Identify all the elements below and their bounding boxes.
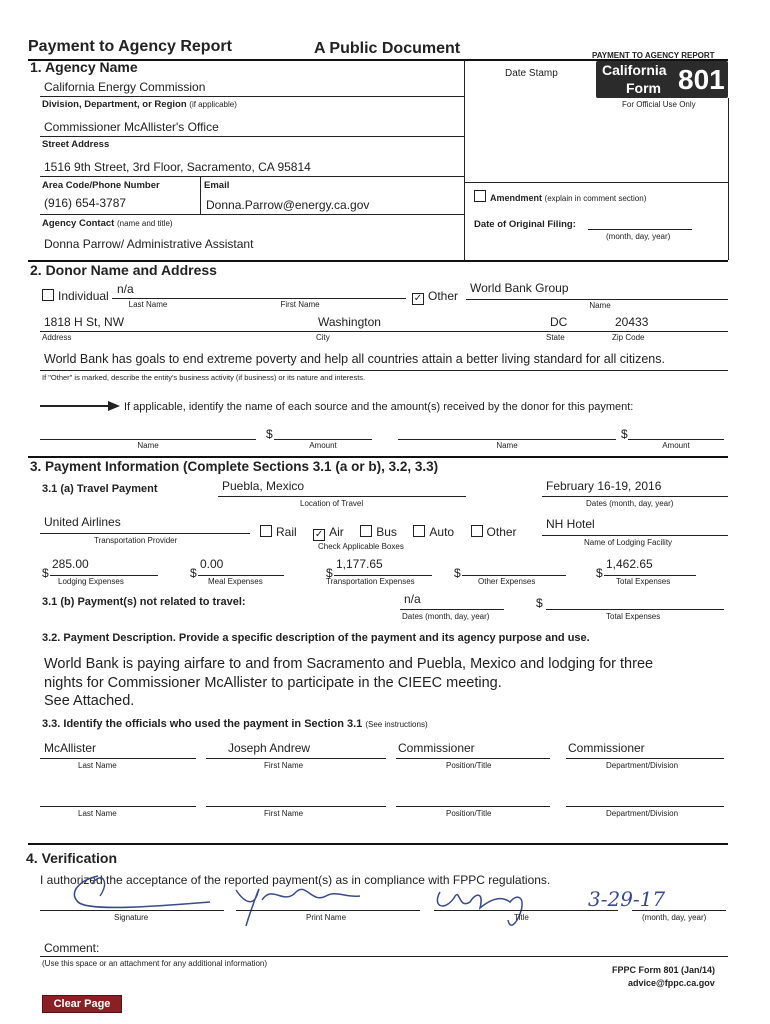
clear-page-button[interactable]: Clear Page (42, 995, 122, 1013)
section-3-title: 3. Payment Information (Complete Sections 3.1 (a or b), 3.2, 3.3) (30, 459, 439, 474)
sources-arrow (40, 400, 120, 415)
donor-zip: 20433 (615, 315, 649, 329)
donor-last-name: n/a (117, 282, 134, 296)
donor-description: World Bank has goals to end extreme poverty and help all countries attain a better living standard for all citizens. (44, 352, 665, 366)
nontravel-dates-caption: Dates (month, day, year) (402, 612, 490, 621)
other-option[interactable]: ✓ Other (413, 289, 459, 304)
other-expenses-caption: Other Expenses (478, 577, 536, 586)
division-label: Division, Department, or Region (if applicable) (42, 99, 237, 110)
official-1-position-caption: Position/Title (446, 761, 492, 770)
transport-modes (260, 523, 529, 541)
modes-caption: Check Applicable Boxes (318, 542, 404, 551)
nontravel-dollar: $ (536, 596, 543, 610)
contact-value: Donna Parrow/ Administrative Assistant (44, 237, 254, 251)
public-document-title: A Public Document (314, 40, 461, 57)
address-caption: Address (42, 333, 72, 342)
official-2-last-caption: Last Name (78, 809, 117, 818)
official-1-last: McAllister (44, 741, 97, 755)
lodging-facility-caption: Name of Lodging Facility (584, 538, 673, 547)
official-1-first: Joseph Andrew (228, 741, 311, 755)
dates-caption: Dates (month, day, year) (586, 499, 674, 508)
travel-location: Puebla, Mexico (222, 479, 305, 493)
footer-email[interactable]: advice@fppc.ca.gov (628, 978, 715, 988)
official-use-caption: For Official Use Only (622, 100, 696, 109)
total-expenses: 1,462.65 (606, 557, 653, 571)
provider-caption: Transportation Provider (94, 536, 178, 545)
officials-label: 3.3. Identify the officials who used the payment in Section 3.1 (See instructions) (42, 718, 428, 730)
lodging-facility: NH Hotel (546, 517, 595, 531)
mode-air-checkbox[interactable]: ✓ (314, 529, 324, 540)
other-name-caption: Name (589, 301, 611, 310)
lodging-expenses: 285.00 (52, 557, 89, 571)
donor-state: DC (550, 315, 568, 329)
lodging-caption: Lodging Expenses (58, 577, 124, 586)
comment-note: (Use this space or an attachment for any additional information) (42, 959, 268, 968)
section-1-title: 1. Agency Name (30, 59, 138, 75)
official-2-position-caption: Position/Title (446, 809, 492, 818)
phone-label: Area Code/Phone Number (42, 180, 160, 191)
total-caption: Total Expenses (616, 577, 671, 586)
travel-payment-label: 3.1 (a) Travel Payment (42, 483, 158, 495)
verification-date: 3-29-17 (588, 887, 666, 911)
signature-caption: Signature (114, 913, 149, 922)
first-name-caption: First Name (280, 300, 320, 309)
individual-checkbox[interactable] (42, 289, 54, 301)
date-stamp-label: Date Stamp (505, 68, 558, 79)
official-2-first-caption: First Name (264, 809, 304, 818)
print-name-caption: Print Name (306, 913, 347, 922)
source-dollar-1: $ (266, 427, 273, 441)
street-label: Street Address (42, 139, 110, 150)
mode-bus[interactable]: Bus (360, 525, 397, 539)
payment-description-line-1: World Bank is paying airfare to and from Sacramento and Puebla, Mexico and lodging for three (44, 656, 654, 672)
badge-form: Form (626, 80, 661, 96)
email-label: Email (204, 180, 230, 191)
form-id: FPPC Form 801 (Jan/14) (612, 965, 716, 975)
form-title: Payment to Agency Report (28, 38, 232, 55)
email-value: Donna.Parrow@energy.ca.gov (206, 198, 370, 212)
total-dollar: $ (596, 566, 603, 580)
transport-caption: Transportation Expenses (326, 577, 415, 586)
individual-option[interactable]: Individual (42, 289, 109, 303)
source-name-caption-2: Name (496, 441, 518, 450)
title-caption: Title (514, 913, 529, 922)
amendment-checkbox[interactable] (474, 190, 486, 202)
badge-number: 801 (678, 64, 725, 95)
last-name-caption: Last Name (128, 300, 168, 309)
official-1-department: Commissioner (568, 741, 645, 755)
transport-dollar: $ (326, 566, 333, 580)
official-1-position: Commissioner (398, 741, 475, 755)
nontravel-total-caption: Total Expenses (606, 612, 661, 621)
city-caption: City (316, 333, 330, 342)
donor-city: Washington (318, 315, 381, 329)
nontravel-label: 3.1 (b) Payment(s) not related to travel: (42, 596, 246, 608)
agency-name: California Energy Commission (44, 80, 206, 94)
mode-rail-checkbox[interactable] (260, 525, 272, 537)
mode-other[interactable]: Other (471, 525, 517, 539)
meal-expenses: 0.00 (200, 557, 224, 571)
other-dollar: $ (454, 566, 461, 580)
comment-label: Comment: (44, 941, 100, 955)
donor-address: 1818 H St, NW (44, 315, 125, 329)
division-value: Commissioner McAllister's Office (44, 120, 219, 134)
source-name-caption-1: Name (137, 441, 159, 450)
official-1-department-caption: Department/Division (606, 761, 679, 770)
payment-description-line-2: nights for Commissioner McAllister to participate in the CIEEC meeting. (44, 675, 502, 691)
mode-auto[interactable]: Auto (413, 525, 454, 539)
badge-state: California (602, 62, 667, 78)
meal-dollar: $ (190, 566, 197, 580)
mode-other-checkbox[interactable] (471, 525, 483, 537)
phone-value: (916) 654-3787 (44, 196, 127, 210)
form-801-badge (596, 61, 728, 98)
verification-statement: I authorized the acceptance of the reported payment(s) as in compliance with FPPC regulations. (40, 873, 551, 887)
zip-caption: Zip Code (612, 333, 645, 342)
source-amount-caption-1: Amount (309, 441, 337, 450)
contact-label: Agency Contact (name and title) (42, 218, 173, 229)
official-2-department-caption: Department/Division (606, 809, 679, 818)
donor-description-caption: If "Other" is marked, describe the entity's business activity (if business) or its nature and interests. (42, 373, 366, 382)
mode-air[interactable]: ✓ Air (314, 525, 344, 540)
source-amount-caption-2: Amount (662, 441, 690, 450)
mode-rail[interactable]: Rail (260, 525, 297, 539)
mode-auto-checkbox[interactable] (413, 525, 425, 537)
amendment-field: Amendment (explain in comment section) (474, 190, 646, 203)
street-value: 1516 9th Street, 3rd Floor, Sacramento, CA 95814 (44, 160, 311, 174)
sources-instruction: If applicable, identify the name of each source and the amount(s) received by the donor for this payment: (124, 401, 634, 413)
meal-caption: Meal Expenses (208, 577, 263, 586)
source-dollar-2: $ (621, 427, 628, 441)
official-1-first-caption: First Name (264, 761, 304, 770)
original-filing-caption: (month, day, year) (606, 232, 671, 241)
arrow-right-icon (40, 400, 120, 412)
mode-bus-checkbox[interactable] (360, 525, 372, 537)
original-filing-label: Date of Original Filing: (474, 219, 576, 230)
payment-description-line-3: See Attached. (44, 693, 135, 709)
header-right-caption: PAYMENT TO AGENCY REPORT (592, 51, 715, 60)
nontravel-dates: n/a (404, 592, 421, 606)
section-2-title: 2. Donor Name and Address (30, 262, 217, 278)
lodging-dollar: $ (42, 566, 49, 580)
location-caption: Location of Travel (300, 499, 364, 508)
transport-provider: United Airlines (44, 515, 121, 529)
date-caption: (month, day, year) (642, 913, 707, 922)
transport-expenses: 1,177.65 (336, 557, 383, 571)
state-caption: State (546, 333, 565, 342)
section-4-title: 4. Verification (26, 850, 118, 866)
travel-dates: February 16-19, 2016 (546, 479, 662, 493)
donor-other-name: World Bank Group (470, 281, 569, 295)
other-checkbox[interactable]: ✓ (413, 293, 423, 304)
official-1-last-caption: Last Name (78, 761, 117, 770)
payment-description-label: 3.2. Payment Description. Provide a specific description of the payment and its agency purpose and use. (42, 632, 590, 644)
